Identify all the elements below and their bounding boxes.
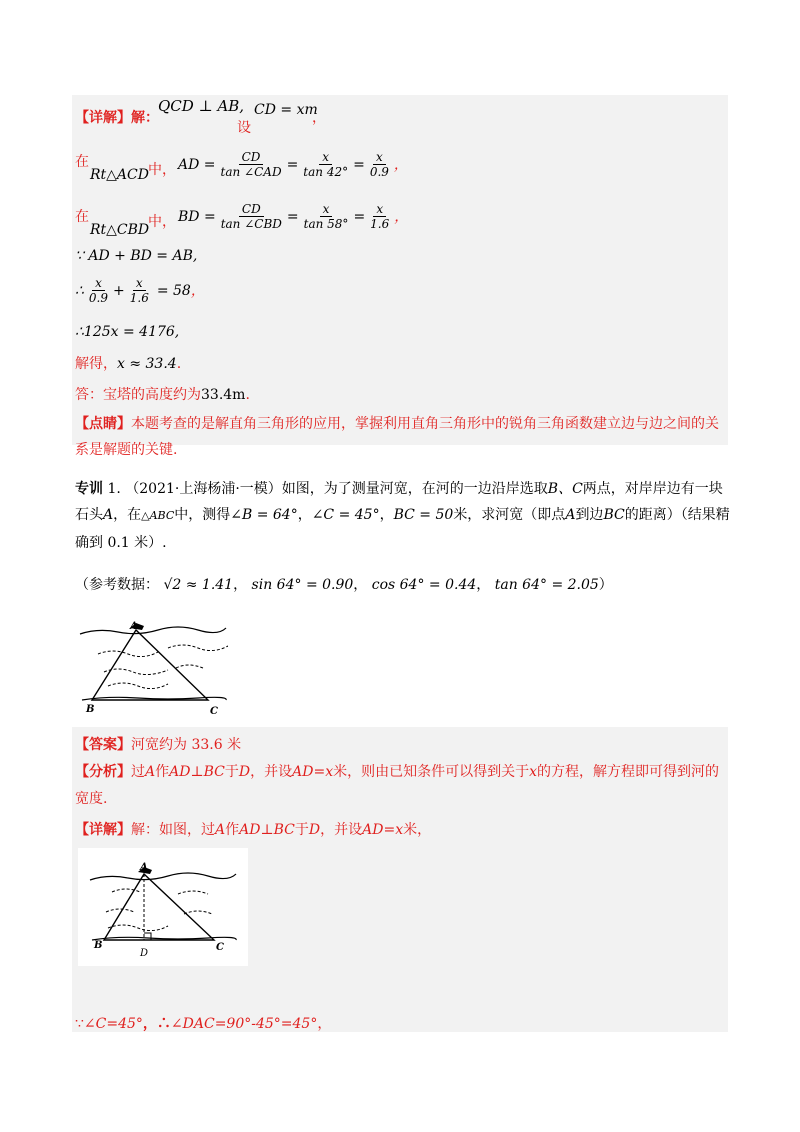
ad-frac-3 <box>367 150 392 179</box>
fig1-label-a: A <box>130 621 138 632</box>
detail-tag: 【详解】解： <box>75 110 159 126</box>
problem-text-2l: A <box>565 507 576 523</box>
fig2-wave-2 <box>178 891 208 894</box>
fig2-wave-1 <box>112 889 140 892</box>
fig2-wave-5 <box>108 925 168 931</box>
detail-1i: 米， <box>403 822 432 838</box>
problem-text-2c: ，在 <box>113 507 142 523</box>
therefore-1: ∴ <box>75 282 84 299</box>
comma-1: ， <box>312 110 326 126</box>
bd-frac-3-den: 1.6 <box>370 217 390 231</box>
ref-sqrt2: √2 ≈ 1.41 <box>163 577 234 593</box>
analysis-1e: 于 <box>224 764 239 780</box>
analysis-1d: AD⊥BC <box>169 764 225 780</box>
ad-lhs: AD = <box>178 156 216 173</box>
note-tag: 【点睛】 <box>75 416 131 432</box>
rt-cbd-label: Rt△CBD <box>90 222 150 238</box>
detail-1c: 作 <box>225 822 240 838</box>
analysis-1j: x <box>529 764 537 780</box>
sum-frac-2 <box>127 276 152 305</box>
ad-frac-2-num: x <box>319 150 332 165</box>
note-line-1 <box>75 414 719 434</box>
fig1-far-bank <box>80 627 226 634</box>
answer-line-1 <box>75 385 250 405</box>
analysis-1i: 米，则由已知条件可以得到关于 <box>333 764 530 780</box>
sum-frac-2-num: x <box>133 276 146 291</box>
problem-number: 1. <box>107 481 121 497</box>
answer-text-2: 河宽约为 33.6 米 <box>131 737 242 753</box>
detail-line-2 <box>75 820 431 840</box>
zhong-1: 中， <box>148 162 176 178</box>
ref-end: ） <box>598 577 613 593</box>
detail-1a: 解：如图，过 <box>131 822 215 838</box>
problem-text-2o: 的距离）（结果精 <box>624 507 730 523</box>
problem-text-2h: ∠C = 45° <box>311 507 380 523</box>
detail-1e: 于 <box>294 822 309 838</box>
analysis-1f: D <box>238 764 251 780</box>
ref-sin64: sin 64° = 0.90 <box>251 577 354 593</box>
ad-line <box>75 152 89 172</box>
fig1-wave-3 <box>104 669 168 675</box>
problem-text-2e: 中，测得 <box>174 507 231 523</box>
bd-lhs: BD = <box>178 208 216 225</box>
figure-2-river-triangle-altitude <box>88 858 238 962</box>
bd-frac-2-den: tan 58° <box>303 217 349 231</box>
bd-frac-1 <box>218 202 285 231</box>
problem-text-1a: （2021·上海杨浦·一模）如图，为了测量河宽，在河的一边沿岸选取 <box>125 481 548 497</box>
fig1-wave-2 <box>168 645 228 651</box>
last-c: ，∴ <box>142 1016 171 1032</box>
fig1-wave-4 <box>176 665 203 668</box>
solve-line <box>75 354 181 374</box>
last-b: ∠C=45° <box>83 1016 143 1032</box>
fig1-wave-5 <box>108 683 168 689</box>
note-line-2: 系是解题的关键. <box>75 442 178 458</box>
analysis-line-2: 宽度. <box>75 791 108 807</box>
problem-line-1 <box>75 479 723 499</box>
zai-1: 在 <box>75 154 89 170</box>
ad-frac-1-num: CD <box>239 150 264 165</box>
period-1: . <box>176 356 182 372</box>
bd-frac-1-num: CD <box>239 202 264 217</box>
ref-cos64: cos 64° = 0.44 <box>371 577 477 593</box>
problem-text-2a: 石头 <box>75 507 103 523</box>
perp-condition: QCD ⊥ AB, <box>158 97 245 115</box>
cd-assignment: CD = xm <box>254 102 318 118</box>
sum-frac-1-num: x <box>92 276 105 291</box>
fig2-right-angle-mark <box>144 933 151 940</box>
analysis-1g: ，并设 <box>250 764 293 780</box>
sum-frac-1-den: 0.9 <box>88 291 109 305</box>
sum-frac-2-den: 1.6 <box>129 291 149 305</box>
figure-1-river-triangle <box>78 618 228 716</box>
fig2-wave-3 <box>106 909 134 912</box>
ad-frac-2-den: tan 42° <box>303 165 349 179</box>
analysis-1k: 的方程，解方程即可得到河的 <box>537 764 719 780</box>
problem-line-2 <box>75 505 730 526</box>
reference-line: （参考数据： √2 ≈ 1.41， sin 64° = 0.90， cos 64° = 0.44， tan 64° = 2.05） <box>75 577 613 593</box>
detail-1b: A <box>215 822 226 838</box>
fig2-label-a: A <box>140 862 148 873</box>
problem-label: 专训 <box>75 481 103 497</box>
problem-text-2k: 米，求河宽（即点 <box>453 507 566 523</box>
fig2-label-b: B <box>94 940 103 951</box>
fig2-triangle <box>104 874 214 940</box>
ad-frac-2 <box>300 150 351 179</box>
bd-frac-1-den: tan ∠CBD <box>220 217 282 231</box>
bd-frac-2-num: x <box>320 202 333 217</box>
analysis-1c: 作 <box>155 764 170 780</box>
analysis-tag: 【分析】 <box>75 764 131 780</box>
rt-acd-label: Rt△ACD <box>90 167 149 183</box>
last-line <box>75 1014 331 1034</box>
solve-label: 解得， <box>75 356 117 372</box>
problem-line-3: 确到 0.1 米）. <box>75 535 167 551</box>
problem-text-1c: 两点，对岸岸边有一块 <box>582 481 723 497</box>
bd-frac-2 <box>301 202 352 231</box>
she-char: 设 <box>237 120 251 136</box>
analysis-1h: AD=x <box>292 764 334 780</box>
analysis-line-1 <box>75 762 719 782</box>
zhong-2: 中， <box>148 214 176 230</box>
ad-frac-3-den: 0.9 <box>369 165 389 179</box>
line-125x: ∴125x = 4176, <box>75 324 180 340</box>
answer-value-1: 33.4m <box>201 387 246 403</box>
period-2: . <box>245 387 250 403</box>
sum-line: ∵ AD + BD = AB, <box>75 248 198 264</box>
detail-1g: ，并设 <box>320 822 363 838</box>
problem-text-2g: ， <box>297 507 312 523</box>
problem-text-1b: B、C <box>547 481 583 497</box>
bd-frac-3 <box>367 202 392 231</box>
answer-tag-2: 【答案】 <box>75 737 131 753</box>
last-d: ∠DAC=90°-45°=45° <box>170 1016 318 1032</box>
fig1-label-c: C <box>210 706 218 716</box>
problem-text-2f: ∠B = 64° <box>230 507 298 523</box>
fig1-wave-1 <box>98 651 158 657</box>
ref-tan64: tan 64° = 2.05 <box>494 577 599 593</box>
detail-line <box>75 108 159 128</box>
ad-equation: AD = $\frac{CD}{\text{tan ∠CAD}}$ = $\frac{x}{\tan 42^\circ}$ = $\frac{x}{0.9}$ ， <box>178 150 408 179</box>
note-text-1: 本题考查的是解直角三角形的应用，掌握利用直角三角形中的锐角三角函数建立边与边之间的关 <box>131 416 719 432</box>
problem-text-2j: BC = 50 <box>393 507 454 523</box>
detail-tag-2: 【详解】 <box>75 822 131 838</box>
solve-value: x ≈ 33.4 <box>117 356 177 372</box>
fig2-label-c: C <box>216 942 224 953</box>
fig2-label-d: D <box>140 948 149 959</box>
problem-text-2n: BC <box>603 507 625 523</box>
ad-frac-1 <box>218 150 285 179</box>
problem-text-2d: △ABC <box>141 509 175 522</box>
fig2-wave-4 <box>184 911 212 914</box>
eq58: = 58 <box>156 282 191 299</box>
analysis-1a: 过 <box>131 764 145 780</box>
sum-frac-1 <box>86 276 111 305</box>
fig2-far-bank <box>90 873 236 880</box>
fig1-label-b: B <box>86 704 95 715</box>
sum-equation <box>75 276 205 305</box>
plus-sign: + <box>113 282 125 299</box>
answer-line-2 <box>75 735 241 755</box>
ad-frac-3-num: x <box>373 150 386 165</box>
bd-frac-3-num: x <box>373 202 386 217</box>
problem-text-2b: A <box>103 507 114 523</box>
comma-2: ， <box>393 156 408 173</box>
ref-label: （参考数据： <box>75 577 159 593</box>
last-e: ， <box>317 1016 332 1032</box>
problem-text-2m: 到边 <box>575 507 604 523</box>
answer-label-1: 答：宝塔的高度约为 <box>75 387 201 403</box>
last-a: ∵ <box>75 1016 84 1032</box>
detail-1h: AD=x <box>362 822 404 838</box>
problem-text-2i: ， <box>379 507 394 523</box>
zai-2: 在 <box>75 209 89 225</box>
comma-4: ， <box>190 282 205 299</box>
detail-1f: D <box>308 822 321 838</box>
ad-frac-1-den: tan ∠CAD <box>220 165 282 179</box>
comma-3: ， <box>394 208 409 225</box>
analysis-1b: A <box>145 764 156 780</box>
detail-1d: AD⊥BC <box>239 822 295 838</box>
bd-equation: BD = $\frac{CD}{\text{tan ∠CBD}}$ = $\frac{x}{\tan 58^\circ}$ = $\frac{x}{1.6}$ ， <box>178 202 409 231</box>
